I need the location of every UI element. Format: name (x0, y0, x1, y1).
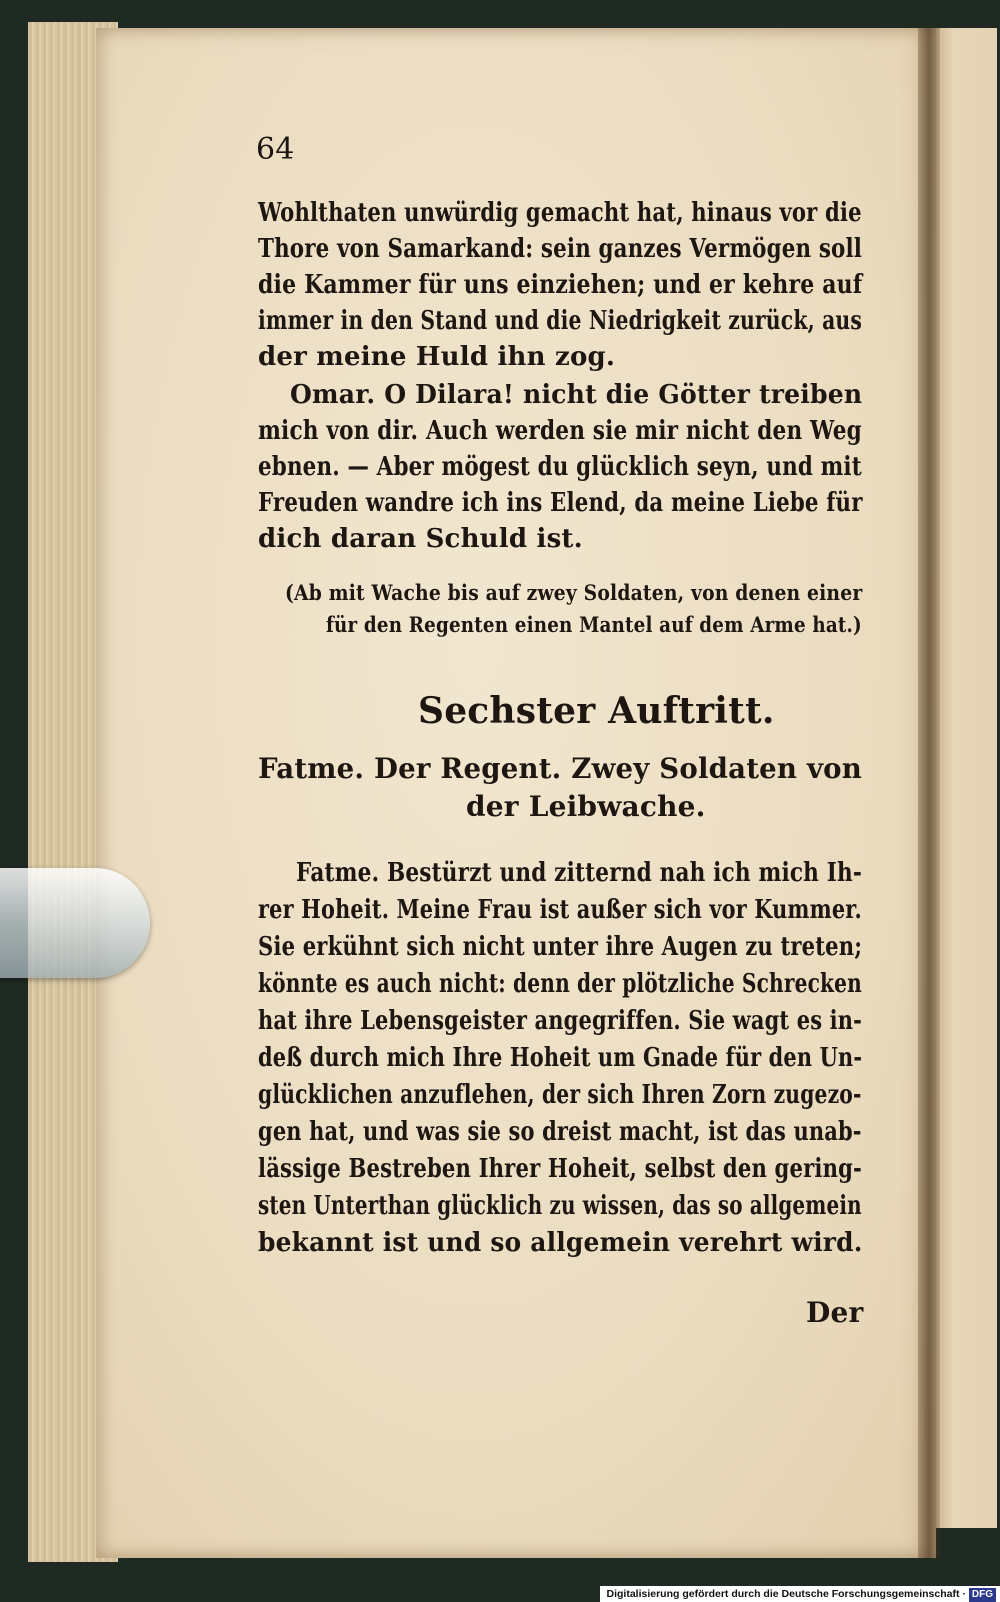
text-line: Thore von Samarkand: sein ganzes Vermögen soll (258, 234, 863, 264)
page-clip (0, 868, 150, 978)
text-line: sten Unterthan glücklich zu wissen, das so allgemein (258, 1191, 862, 1221)
scene-heading: Sechster Auftritt. (418, 690, 775, 732)
text-line: Wohlthaten unwürdig gemacht hat, hinaus vor die (258, 198, 862, 228)
text-line: Fatme. Bestürzt und zitternd nah ich mich Ih- (296, 858, 863, 888)
text-line: gen hat, und was sie so dreist macht, ist das unab- (258, 1117, 862, 1147)
cast-list-line: Fatme. Der Regent. Zwey Soldaten von (258, 752, 863, 785)
text-line: mich von dir. Auch werden sie mir nicht den Weg (258, 416, 862, 446)
text-line: hat ihre Lebensgeister angegriffen. Sie wagt es in- (258, 1006, 862, 1036)
text-line: ebnen. — Aber mögest du glücklich seyn, und mit (258, 452, 862, 482)
text-line: der meine Huld ihn zog. (258, 342, 616, 372)
text-line: Sie erkühnt sich nicht unter ihre Augen zu treten; (258, 932, 863, 962)
text-line: bekannt ist und so allgemein verehrt wird. (258, 1228, 863, 1258)
text-line: lässige Bestreben Ihrer Hoheit, selbst den gering- (258, 1154, 862, 1184)
text-line: glücklichen anzuflehen, der sich Ihren Zorn zugezo- (258, 1080, 862, 1110)
text-line: Omar. O Dilara! nicht die Götter treiben (290, 380, 863, 410)
catchword: Der (806, 1296, 864, 1329)
credit-text: Digitalisierung gefördert durch die Deutsche Forschungsgemeinschaft · (606, 1588, 966, 1600)
text-line: deß durch mich Ihre Hoheit um Gnade für den Un- (258, 1043, 863, 1073)
page-number: 64 (256, 132, 295, 167)
cast-list-line: der Leibwache. (466, 790, 706, 823)
dfg-logo: DFG (969, 1588, 996, 1602)
page-gutter (918, 28, 940, 1558)
next-page-edge (935, 28, 997, 1528)
text-line: immer in den Stand und die Niedrigkeit zurück, aus (258, 306, 862, 336)
stage-direction-line: für den Regenten einen Mantel auf dem Arme hat.) (326, 612, 862, 637)
text-line: dich daran Schuld ist. (258, 524, 583, 554)
stage-direction-line: (Ab mit Wache bis auf zwey Soldaten, von denen einer (285, 580, 863, 605)
text-line: könnte es auch nicht: denn der plötzliche Schrecken (258, 969, 862, 999)
text-line: rer Hoheit. Meine Frau ist außer sich vor Kummer. (258, 895, 862, 925)
text-line: Freuden wandre ich ins Elend, da meine Liebe für (258, 488, 863, 518)
digitization-credit (600, 1586, 1000, 1602)
text-line: die Kammer für uns einziehen; und er kehre auf (258, 270, 863, 300)
